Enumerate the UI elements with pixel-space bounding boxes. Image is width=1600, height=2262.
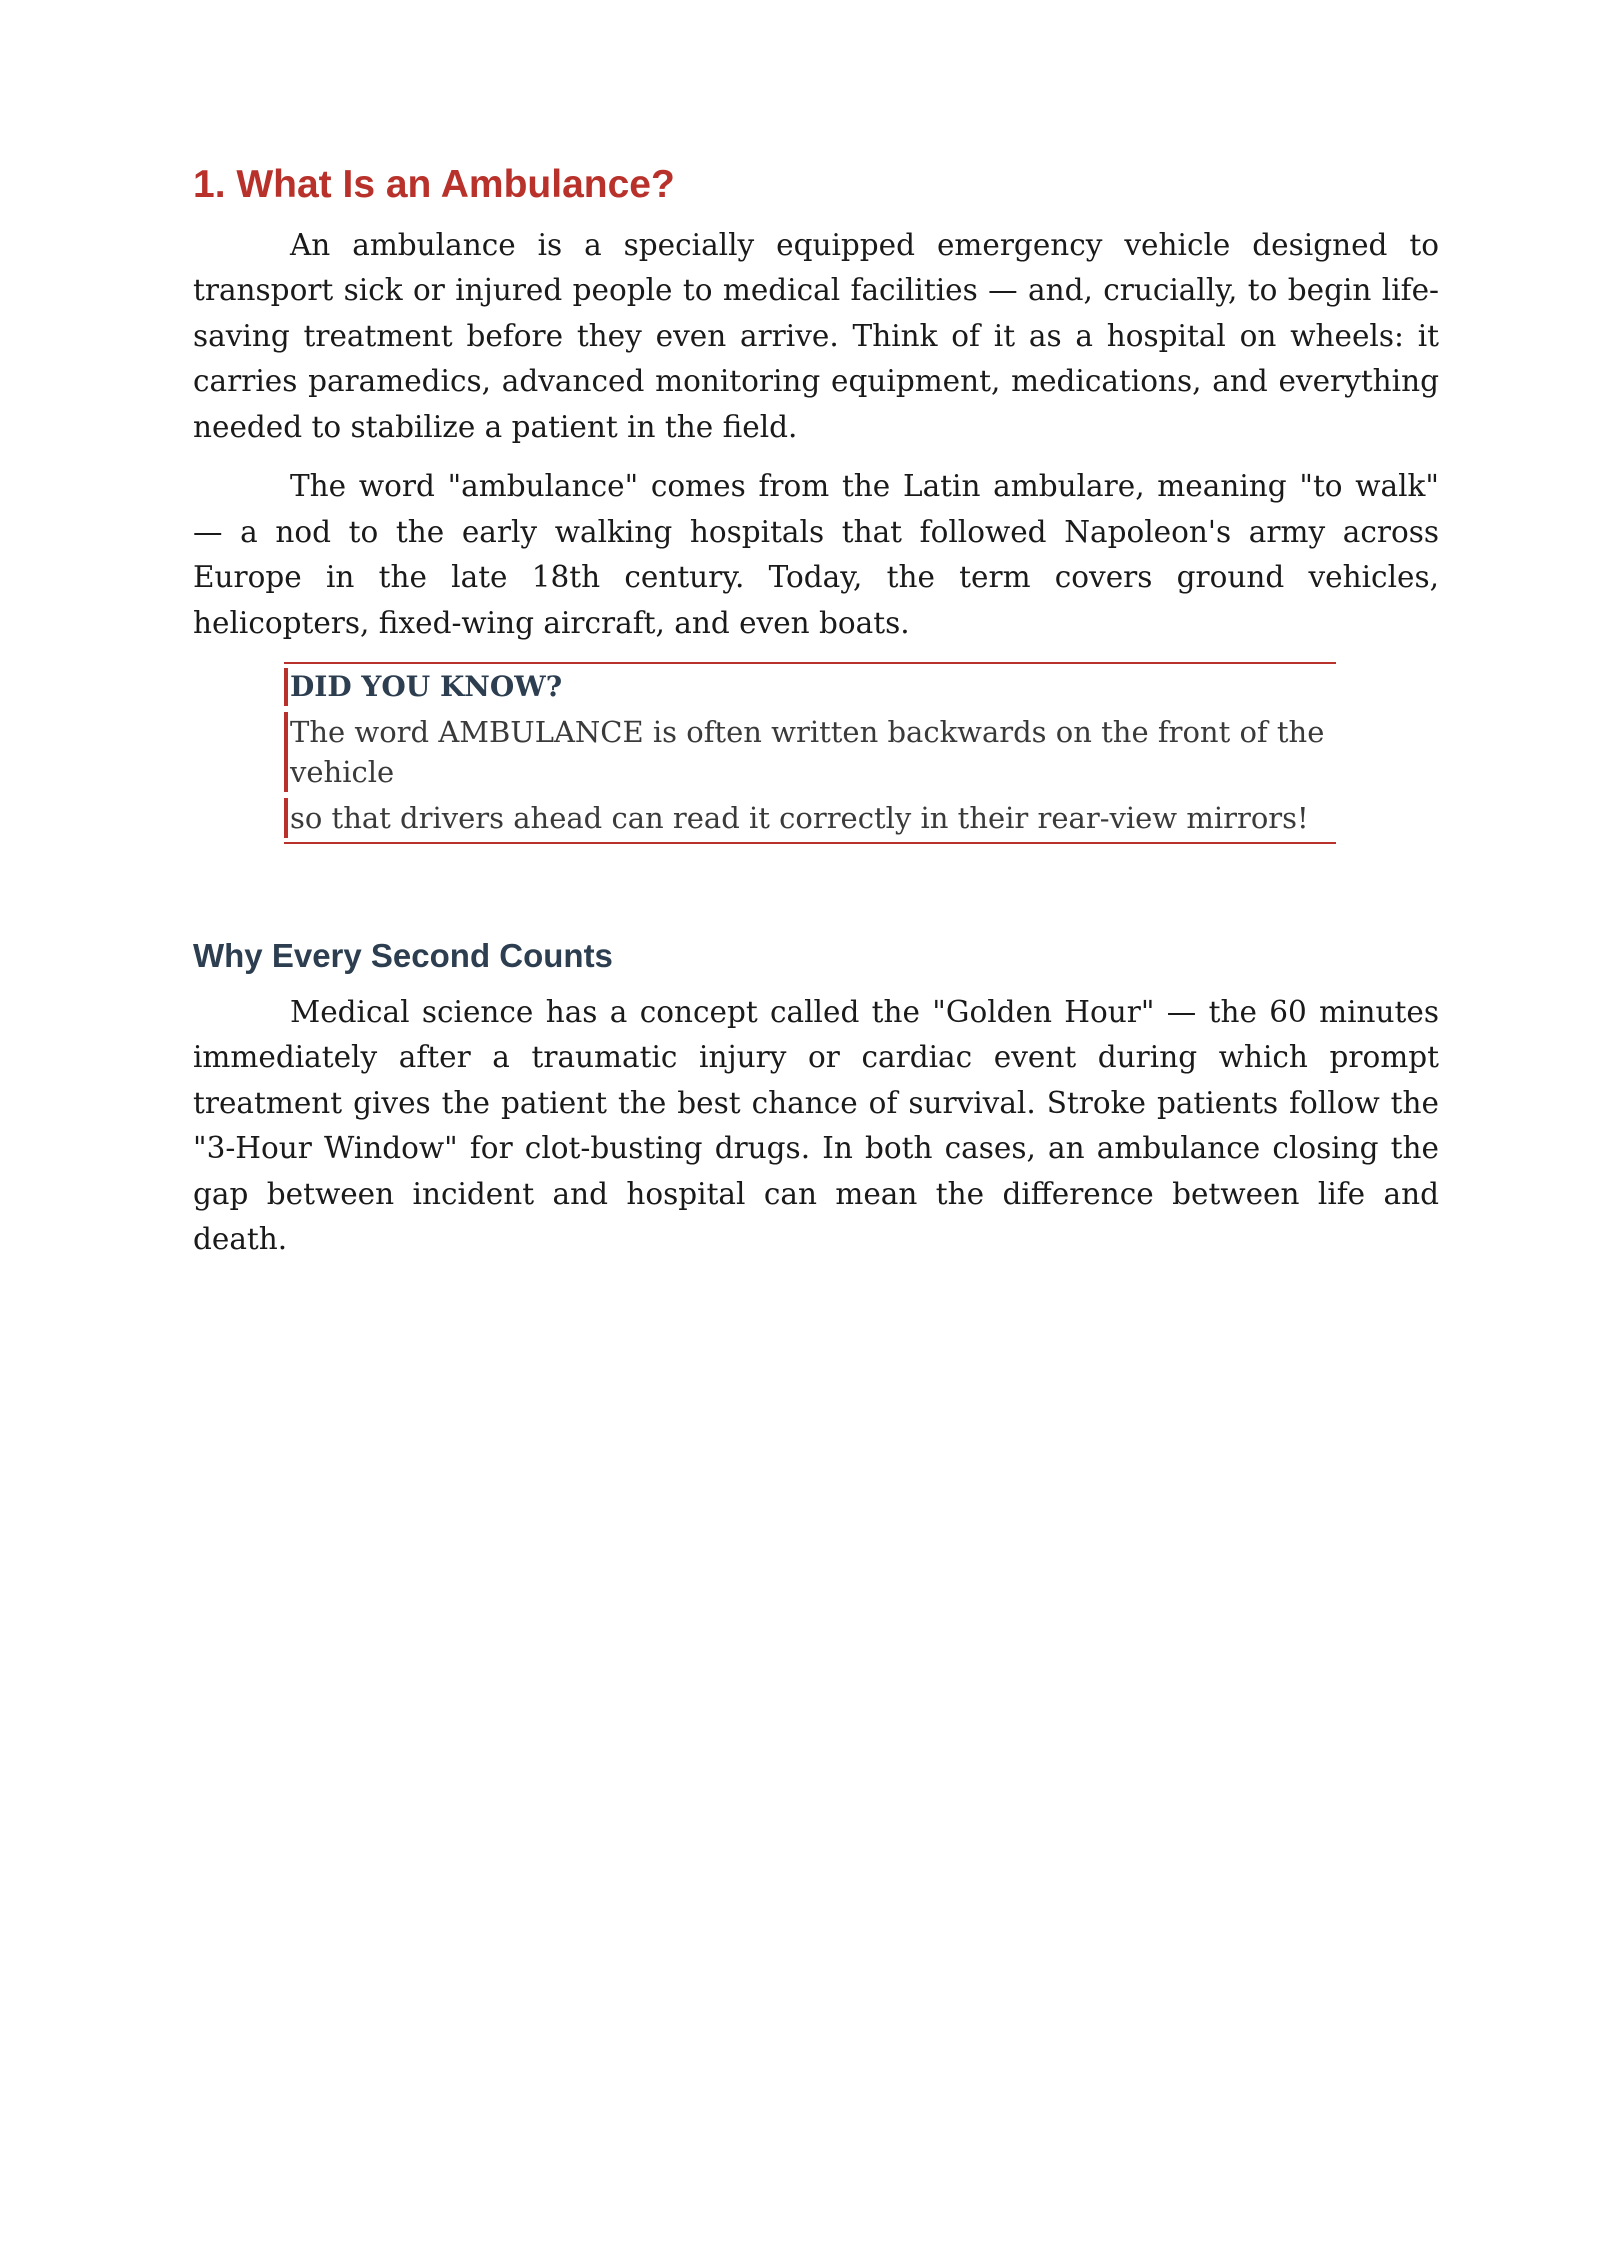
- callout-line-1: The word AMBULANCE is often written backwards on the front of the vehicle: [284, 712, 1336, 792]
- section-title: 1. What Is an Ambulance?: [193, 163, 675, 206]
- section-spacer: [193, 844, 1439, 936]
- paragraph-etymology: The word "ambulance" comes from the Latin ambulare, meaning "to walk" — a nod to the early walking hospitals that followed Napoleon's army across Europe in the late 18th century. Today, the term covers ground vehicles, helicopters, fixed-wing aircraft, and even boats.: [193, 469, 1439, 640]
- paragraph-definition: An ambulance is a specially equipped emergency vehicle designed to transport sick or injured people to medical facilities — and, crucially, to begin life-saving treatment before they even arrive. Think of it as a hospital on wheels: it carries paramedics, advanced monitoring equipment, medications, and everything needed to stabilize a patient in the field.: [193, 227, 1439, 444]
- callout-line-2: so that drivers ahead can read it correctly in their rear-view mirrors!: [284, 798, 1336, 838]
- paragraph-golden-hour: Medical science has a concept called the "Golden Hour" — the 60 minutes immediately after a traumatic injury or cardiac event during which prompt treatment gives the patient the best chance of survival. Stroke patients follow the "3-Hour Window" for clot-busting drugs. In both cases, an ambulance closing the gap between incident and hospital can mean the difference between life and death.: [193, 994, 1439, 1257]
- subsection-title: Why Every Second Counts: [193, 937, 613, 975]
- page-content: [193, 150, 1439, 1277]
- did-you-know-callout: [284, 662, 1336, 844]
- callout-title: DID YOU KNOW?: [284, 668, 1336, 706]
